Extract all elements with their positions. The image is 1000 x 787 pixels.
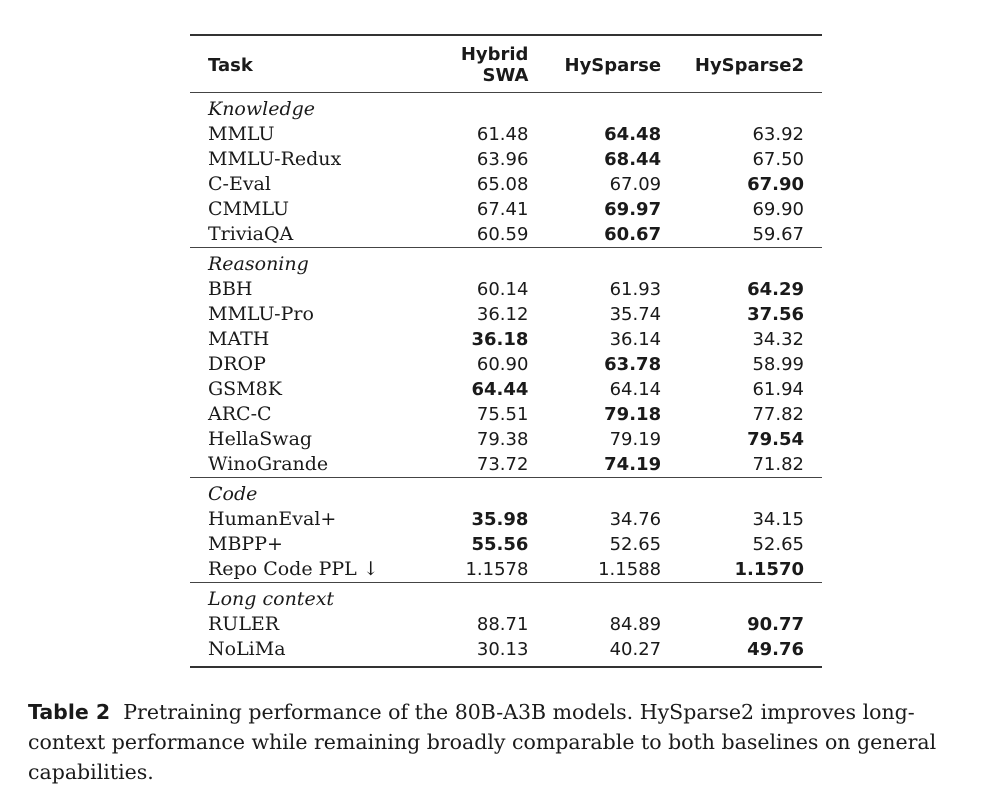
section-header-row xyxy=(190,248,822,278)
section-header-row xyxy=(190,478,822,508)
table-row xyxy=(190,222,822,248)
score-cell: 69.90 xyxy=(752,199,804,220)
task-name-cell: RULER xyxy=(208,613,280,635)
score-cell: 60.67 xyxy=(604,224,662,245)
task-name-cell: C-Eval xyxy=(208,173,271,195)
table-row xyxy=(190,532,822,557)
task-name-cell: DROP xyxy=(208,353,266,375)
score-cell: 34.32 xyxy=(752,329,804,350)
score-cell: 71.82 xyxy=(752,454,804,475)
table-header-row xyxy=(190,35,822,93)
score-cell: 65.08 xyxy=(476,174,529,195)
table-row xyxy=(190,377,822,402)
score-cell: 61.94 xyxy=(752,379,804,400)
section-header-row xyxy=(190,93,822,123)
task-name-cell: GSM8K xyxy=(208,378,282,400)
score-cell: 34.15 xyxy=(752,509,804,530)
score-cell: 36.18 xyxy=(471,329,529,350)
score-cell: 64.29 xyxy=(747,279,804,300)
score-cell: 60.59 xyxy=(476,224,529,245)
score-cell: 52.65 xyxy=(752,534,804,555)
score-cell: 64.44 xyxy=(471,379,529,400)
table-row xyxy=(190,172,822,197)
score-cell: 36.12 xyxy=(476,304,529,325)
task-name-cell: MATH xyxy=(208,328,270,350)
score-cell: 73.72 xyxy=(476,454,529,475)
table-row xyxy=(190,302,822,327)
score-cell: 30.13 xyxy=(411,637,528,667)
score-cell: 35.74 xyxy=(609,304,662,325)
score-cell: 68.44 xyxy=(604,149,662,170)
score-cell: 79.54 xyxy=(747,429,804,450)
score-cell: 67.09 xyxy=(609,174,662,195)
table-row xyxy=(190,557,822,583)
score-cell: 63.92 xyxy=(752,124,804,145)
score-cell: 1.1578 xyxy=(465,559,529,580)
header-hysparse: HySparse xyxy=(528,35,661,93)
score-cell: 74.19 xyxy=(604,454,662,475)
results-table-container xyxy=(190,34,822,668)
table-row xyxy=(190,327,822,352)
table-row xyxy=(190,122,822,147)
score-cell: 61.93 xyxy=(609,279,662,300)
score-cell: 79.19 xyxy=(609,429,662,450)
task-name-cell: BBH xyxy=(208,278,253,300)
caption-text: Pretraining performance of the 80B-A3B models. HySparse2 improves long-context performance while remaining broadly comparable to both baselines on general capabilities. xyxy=(28,700,937,784)
score-cell: 79.18 xyxy=(604,404,662,425)
task-name-cell: HumanEval+ xyxy=(208,508,337,530)
section-title: Code xyxy=(190,478,822,508)
table-row xyxy=(190,352,822,377)
score-cell: 90.77 xyxy=(747,614,804,635)
task-name-cell: ARC-C xyxy=(208,403,272,425)
header-hysparse2: HySparse2 xyxy=(661,35,822,93)
table-row xyxy=(190,612,822,637)
section-title: Knowledge xyxy=(208,98,316,120)
score-cell: 59.67 xyxy=(752,224,804,245)
score-cell: 64.48 xyxy=(604,124,662,145)
section-title: Long context xyxy=(190,583,822,613)
score-cell: 60.14 xyxy=(476,279,529,300)
score-cell: 35.98 xyxy=(471,509,529,530)
table-body xyxy=(190,93,822,668)
results-table xyxy=(190,34,822,668)
task-name-cell: HellaSwag xyxy=(208,428,313,450)
table-row xyxy=(190,277,822,302)
score-cell: 64.14 xyxy=(609,379,662,400)
score-cell: 1.1570 xyxy=(734,559,804,580)
score-cell: 75.51 xyxy=(476,404,529,425)
score-cell: 67.41 xyxy=(476,199,529,220)
table-row xyxy=(190,637,822,667)
caption-label: Table 2 xyxy=(28,700,111,724)
score-cell: 36.14 xyxy=(609,329,662,350)
table-row xyxy=(190,452,822,478)
score-cell: 84.89 xyxy=(609,614,662,635)
score-cell: 63.96 xyxy=(476,149,529,170)
score-cell: 60.90 xyxy=(476,354,529,375)
table-row xyxy=(190,507,822,532)
table-row xyxy=(190,147,822,172)
score-cell: 40.27 xyxy=(528,637,661,667)
header-task: Task xyxy=(190,35,411,93)
task-name-cell: MMLU-Pro xyxy=(208,303,314,325)
score-cell: 88.71 xyxy=(476,614,529,635)
table-row xyxy=(190,402,822,427)
task-name-cell: WinoGrande xyxy=(208,453,329,475)
score-cell: 52.65 xyxy=(609,534,662,555)
section-title: Reasoning xyxy=(190,248,822,278)
score-cell: 69.97 xyxy=(604,199,662,220)
task-name-cell: NoLiMa xyxy=(190,637,411,667)
score-cell: 61.48 xyxy=(476,124,529,145)
table-caption xyxy=(28,697,978,787)
score-cell: 67.50 xyxy=(752,149,804,170)
score-cell: 49.76 xyxy=(661,637,822,667)
score-cell: 67.90 xyxy=(747,174,804,195)
score-cell: 37.56 xyxy=(747,304,804,325)
header-hybrid-swa: Hybrid SWA xyxy=(411,35,528,93)
section-header-row xyxy=(190,583,822,613)
task-name-cell: MMLU xyxy=(208,123,275,145)
score-cell: 77.82 xyxy=(752,404,804,425)
score-cell: 34.76 xyxy=(609,509,662,530)
score-cell: 63.78 xyxy=(604,354,662,375)
score-cell: 55.56 xyxy=(471,534,529,555)
task-name-cell: TriviaQA xyxy=(208,223,294,245)
task-name-cell: Repo Code PPL ↓ xyxy=(208,558,379,580)
table-row xyxy=(190,427,822,452)
score-cell: 79.38 xyxy=(476,429,529,450)
task-name-cell: CMMLU xyxy=(208,198,290,220)
task-name-cell: MMLU-Redux xyxy=(208,148,342,170)
score-cell: 58.99 xyxy=(752,354,804,375)
task-name-cell: MBPP+ xyxy=(208,533,283,555)
score-cell: 1.1588 xyxy=(598,559,662,580)
table-row xyxy=(190,197,822,222)
